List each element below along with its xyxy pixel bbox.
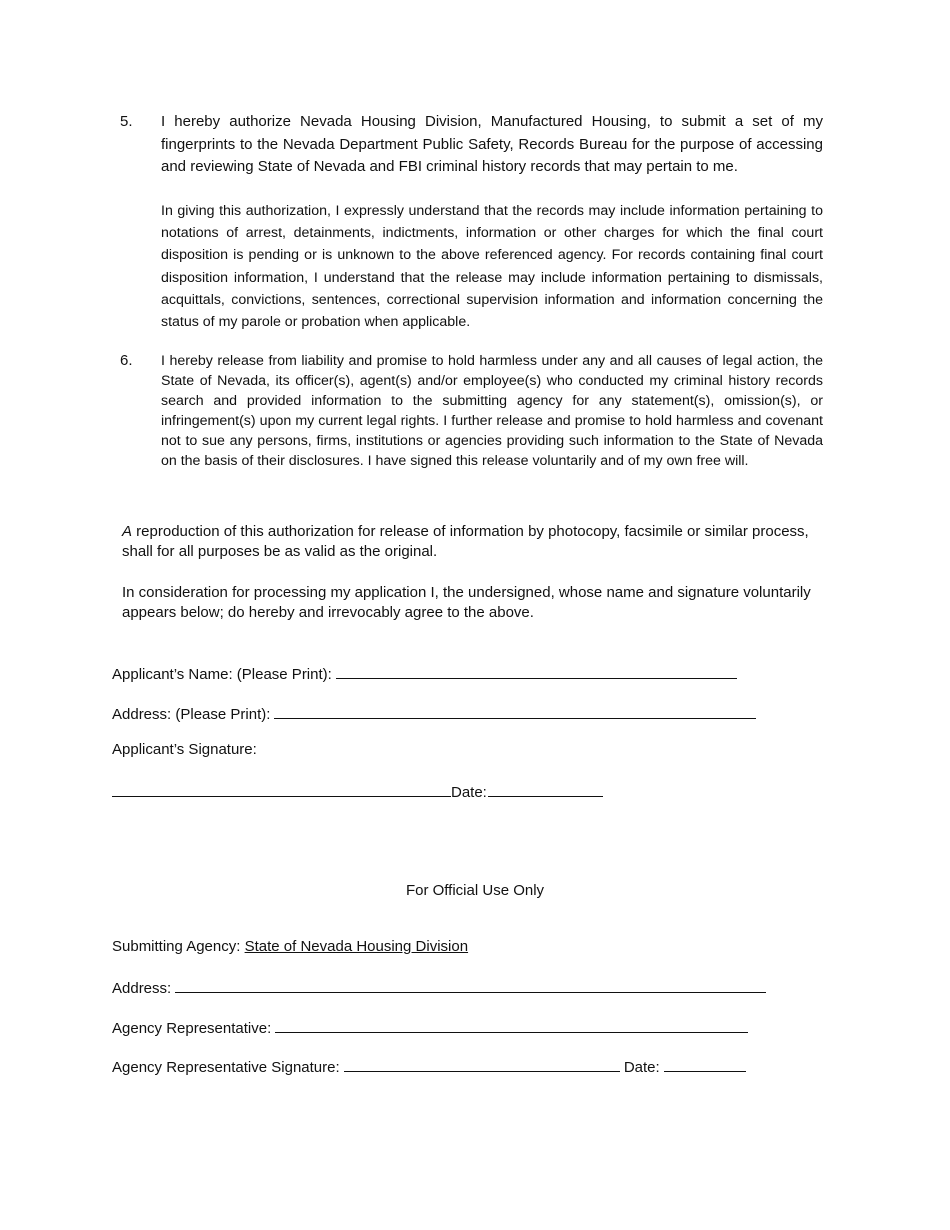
submitting-agency-value: State of Nevada Housing Division [244, 938, 469, 955]
applicant-name-row [112, 662, 737, 685]
agency-address-field[interactable] [175, 976, 766, 993]
item-5-text: I hereby authorize Nevada Housing Division, Manufactured Housing, to submit a set of my fingerprints to the Nevada Department Public Safety, Records Bureau for the purpose of accessing and reviewing State of Nevada and FBI criminal history records that may pertain to me. [161, 113, 823, 175]
agency-representative-row [112, 1016, 748, 1039]
applicant-date-label: Date: [451, 784, 487, 801]
agency-rep-signature-row [112, 1055, 746, 1078]
applicant-date-field[interactable] [488, 780, 603, 797]
applicant-signature-label: Applicant’s Signature: [112, 741, 257, 758]
agency-address-label: Address: [112, 980, 172, 997]
agency-representative-field[interactable] [275, 1016, 748, 1033]
applicant-address-row [112, 702, 756, 725]
reproduction-initial: A [122, 523, 133, 540]
reproduction-paragraph [122, 522, 822, 562]
agency-rep-signature-field[interactable] [344, 1055, 620, 1072]
applicant-address-field[interactable] [274, 702, 756, 719]
item-6-number: 6. [120, 352, 133, 369]
consideration-paragraph: In consideration for processing my application I, the undersigned, whose name and signature voluntarily appears below; do hereby and irrevocably agree to the above. [122, 584, 811, 621]
item-5-continuation: In giving this authorization, I expressly understand that the records may include information pertaining to notations of arrest, detainments, indictments, information or other charges for which the final court disposition is pending or is unknown to the above referenced agency. For records containing final court disposition information, I understand that the release may include information pertaining to dismissals, acquittals, convictions, sentences, correctional supervision information and information concerning the status of my parole or probation when applicable. [161, 203, 823, 331]
item-6-text: I hereby release from liability and promise to hold harmless under any and all causes of legal action, the State of Nevada, its officer(s), agent(s) and/or employee(s) who conducted my criminal history records search and provided information to the submitting agency for any statement(s), omission(s), or infringement(s) upon my current legal rights. I further release and promise to hold harmless and covenant not to sue any persons, firms, institutions or agencies providing such information to the State of Nevada on the basis of their disclosures. I have signed this release voluntarily and of my own free will. [161, 353, 823, 469]
applicant-signature-row [112, 780, 603, 803]
applicant-name-field[interactable] [336, 662, 737, 679]
submitting-agency-label: Submitting Agency: [112, 938, 241, 955]
applicant-name-label: Applicant’s Name: (Please Print): [112, 666, 332, 683]
agency-date-label: Date: [623, 1059, 660, 1076]
agency-address-row [112, 976, 766, 999]
agency-rep-signature-label: Agency Representative Signature: [112, 1059, 340, 1076]
item-5-number: 5. [120, 113, 133, 130]
reproduction-text: reproduction of this authorization for release of information by photocopy, facsimile or similar process, shall for all purposes be as valid as the original. [122, 523, 809, 560]
official-use-heading: For Official Use Only [405, 882, 545, 899]
agency-date-field[interactable] [664, 1055, 746, 1072]
agency-representative-label: Agency Representative: [112, 1020, 272, 1037]
applicant-address-label: Address: (Please Print): [112, 706, 271, 723]
submitting-agency-row [112, 937, 468, 957]
applicant-signature-field[interactable] [112, 780, 451, 797]
